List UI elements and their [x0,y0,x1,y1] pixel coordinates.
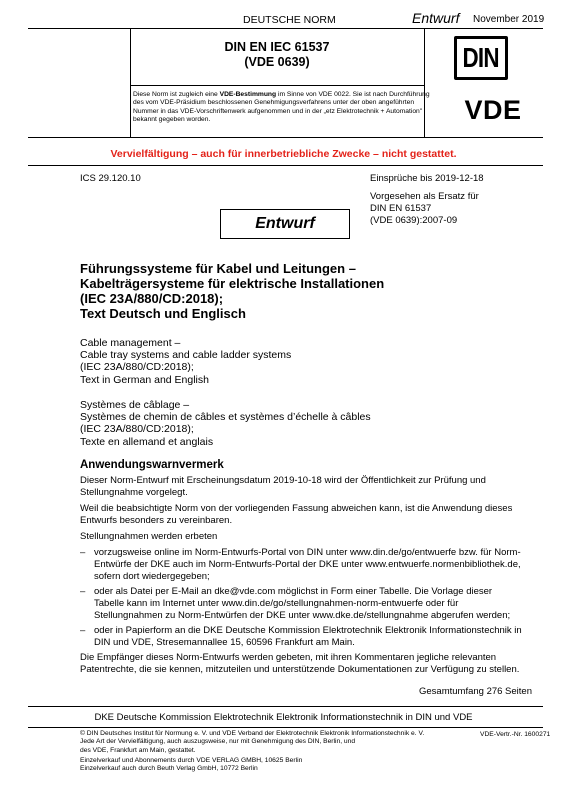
standard-number: DIN EN IEC 61537 (VDE 0639) [224,40,330,69]
left-divider [130,28,131,137]
einspruch-date: Einsprüche bis 2019-12-18 [370,173,484,184]
din-logo: DIN [454,36,508,80]
header-rule [28,28,543,29]
vde-note: Diese Norm ist zugleich eine VDE-Bestimmung im Sinne von VDE 0022. Sie ist nach Durchführung des vom VDE-Präsidium beschlossenen Genehmigungsverfahrens unter der oben angeführten Nummer in das VDE-Vorschriftenwerk aufgenommen und in der „etz Elektrotechnik + Automation" bekannt gegeben worden. [133,91,430,124]
norm-label: DEUTSCHE NORM [243,14,336,26]
dke-bottom-rule [28,727,543,728]
title-english: Cable management – Cable tray systems and cable ladder systems (IEC 23A/880/CD:2018); Text in German and English [80,337,292,386]
title-french: Systèmes de câblage – Systèmes de chemin de câbles et systèmes d’échelle à câbles (IEC 23A/880/CD:2018); Texte en allemand et anglais [80,399,371,448]
header-date: November 2019 [473,14,545,25]
sales-info: Einzelverkauf und Abonnements durch VDE VERLAG GMBH, 10625 Berlin Einzelverkauf auch durch Beuth Verlag GmbH, 10772 Berlin [80,757,303,773]
header-bottom-rule [28,137,543,138]
header-entwurf: Entwurf [412,10,460,26]
paragraph-4: Die Empfänger dieses Norm-Entwurfs werden gebeten, mit ihren Kommentaren jegliche relevanten Patentrechte, die sie kennen, mitzuteilen und unterstützende Dokumentationen zur Verfügung zu stellen. [80,652,520,675]
dke-line: DKE Deutsche Kommission Elektrotechnik Elektronik Informationstechnik in DIN und VDE [94,712,473,723]
total-pages: Gesamtumfang 276 Seiten [418,686,532,697]
list-item: – oder in Papierform an die DKE Deutsche Kommission Elektrotechnik Elektronik Informationstechnik in DIN und VDE, Stresemannallee 15, 60596 Frankfurt am Main. [80,625,522,648]
number-rule [130,85,424,86]
paragraph-3: Stellungnahmen werden erbeten [80,531,218,542]
paragraph-1: Dieser Norm-Entwurf mit Erscheinungsdatum 2019-10-18 wird der Öffentlichkeit zur Prüfung und Stellungnahme vorgelegt. [80,475,486,498]
list-item: – oder als Datei per E-Mail an dke@vde.com möglichst in Form einer Tabelle. Die Vorlage dieser Tabelle kann im Internet unter www.din.de/go/stellungnahmen-norm-entwuerfe oder für Stellungnahmen zu Norm-Entwürfen der DKE unter www.dke.de/stellungnahme abgerufen werden; [80,586,511,621]
section-heading: Anwendungswarnvermerk [80,459,224,471]
copy-warning: Vervielfältigung – auch für innerbetriebliche Zwecke – nicht gestattet. [110,148,457,160]
ics-code: ICS 29.120.10 [80,173,141,184]
entwurf-box: Entwurf [220,209,350,239]
copyright-notice: © DIN Deutsches Institut für Normung e. V. und VDE Verband der Elektrotechnik Elektronik Informationstechnik e. V. Jede Art der Vervielfältigung, auch auszugsweise, nur mit Genehmigung des DIN, Berlin, und des VDE, Frankfurt am Main, gestattet. [80,730,425,754]
warning-rule [28,165,543,166]
replacement-info: Vorgesehen als Ersatz für DIN EN 61537 (VDE 0639):2007-09 [370,191,479,226]
title-german: Führungssysteme für Kabel und Leitungen – Kabelträgersysteme für elektrische Installationen (IEC 23A/880/CD:2018); Text Deutsch und Englisch [80,261,385,321]
vde-contract-number: VDE-Vertr.-Nr. 1600271 [480,731,551,738]
vde-logo: VDE [464,95,522,125]
dke-top-rule [28,706,543,707]
paragraph-2: Weil die beabsichtigte Norm von der vorliegenden Fassung abweichen kann, ist die Anwendung dieses Entwurfs besonders zu vereinbaren. [80,503,513,526]
list-item: – vorzugsweise online im Norm-Entwurfs-Portal von DIN unter www.din.de/go/entwuerfe bzw. für Norm- Entwürfe der DKE auch im Norm-Entwurfs-Portal der DKE unter www.entwuerfe.normenbibliothek.de, sofern dort wiedergegeben; [80,547,521,582]
